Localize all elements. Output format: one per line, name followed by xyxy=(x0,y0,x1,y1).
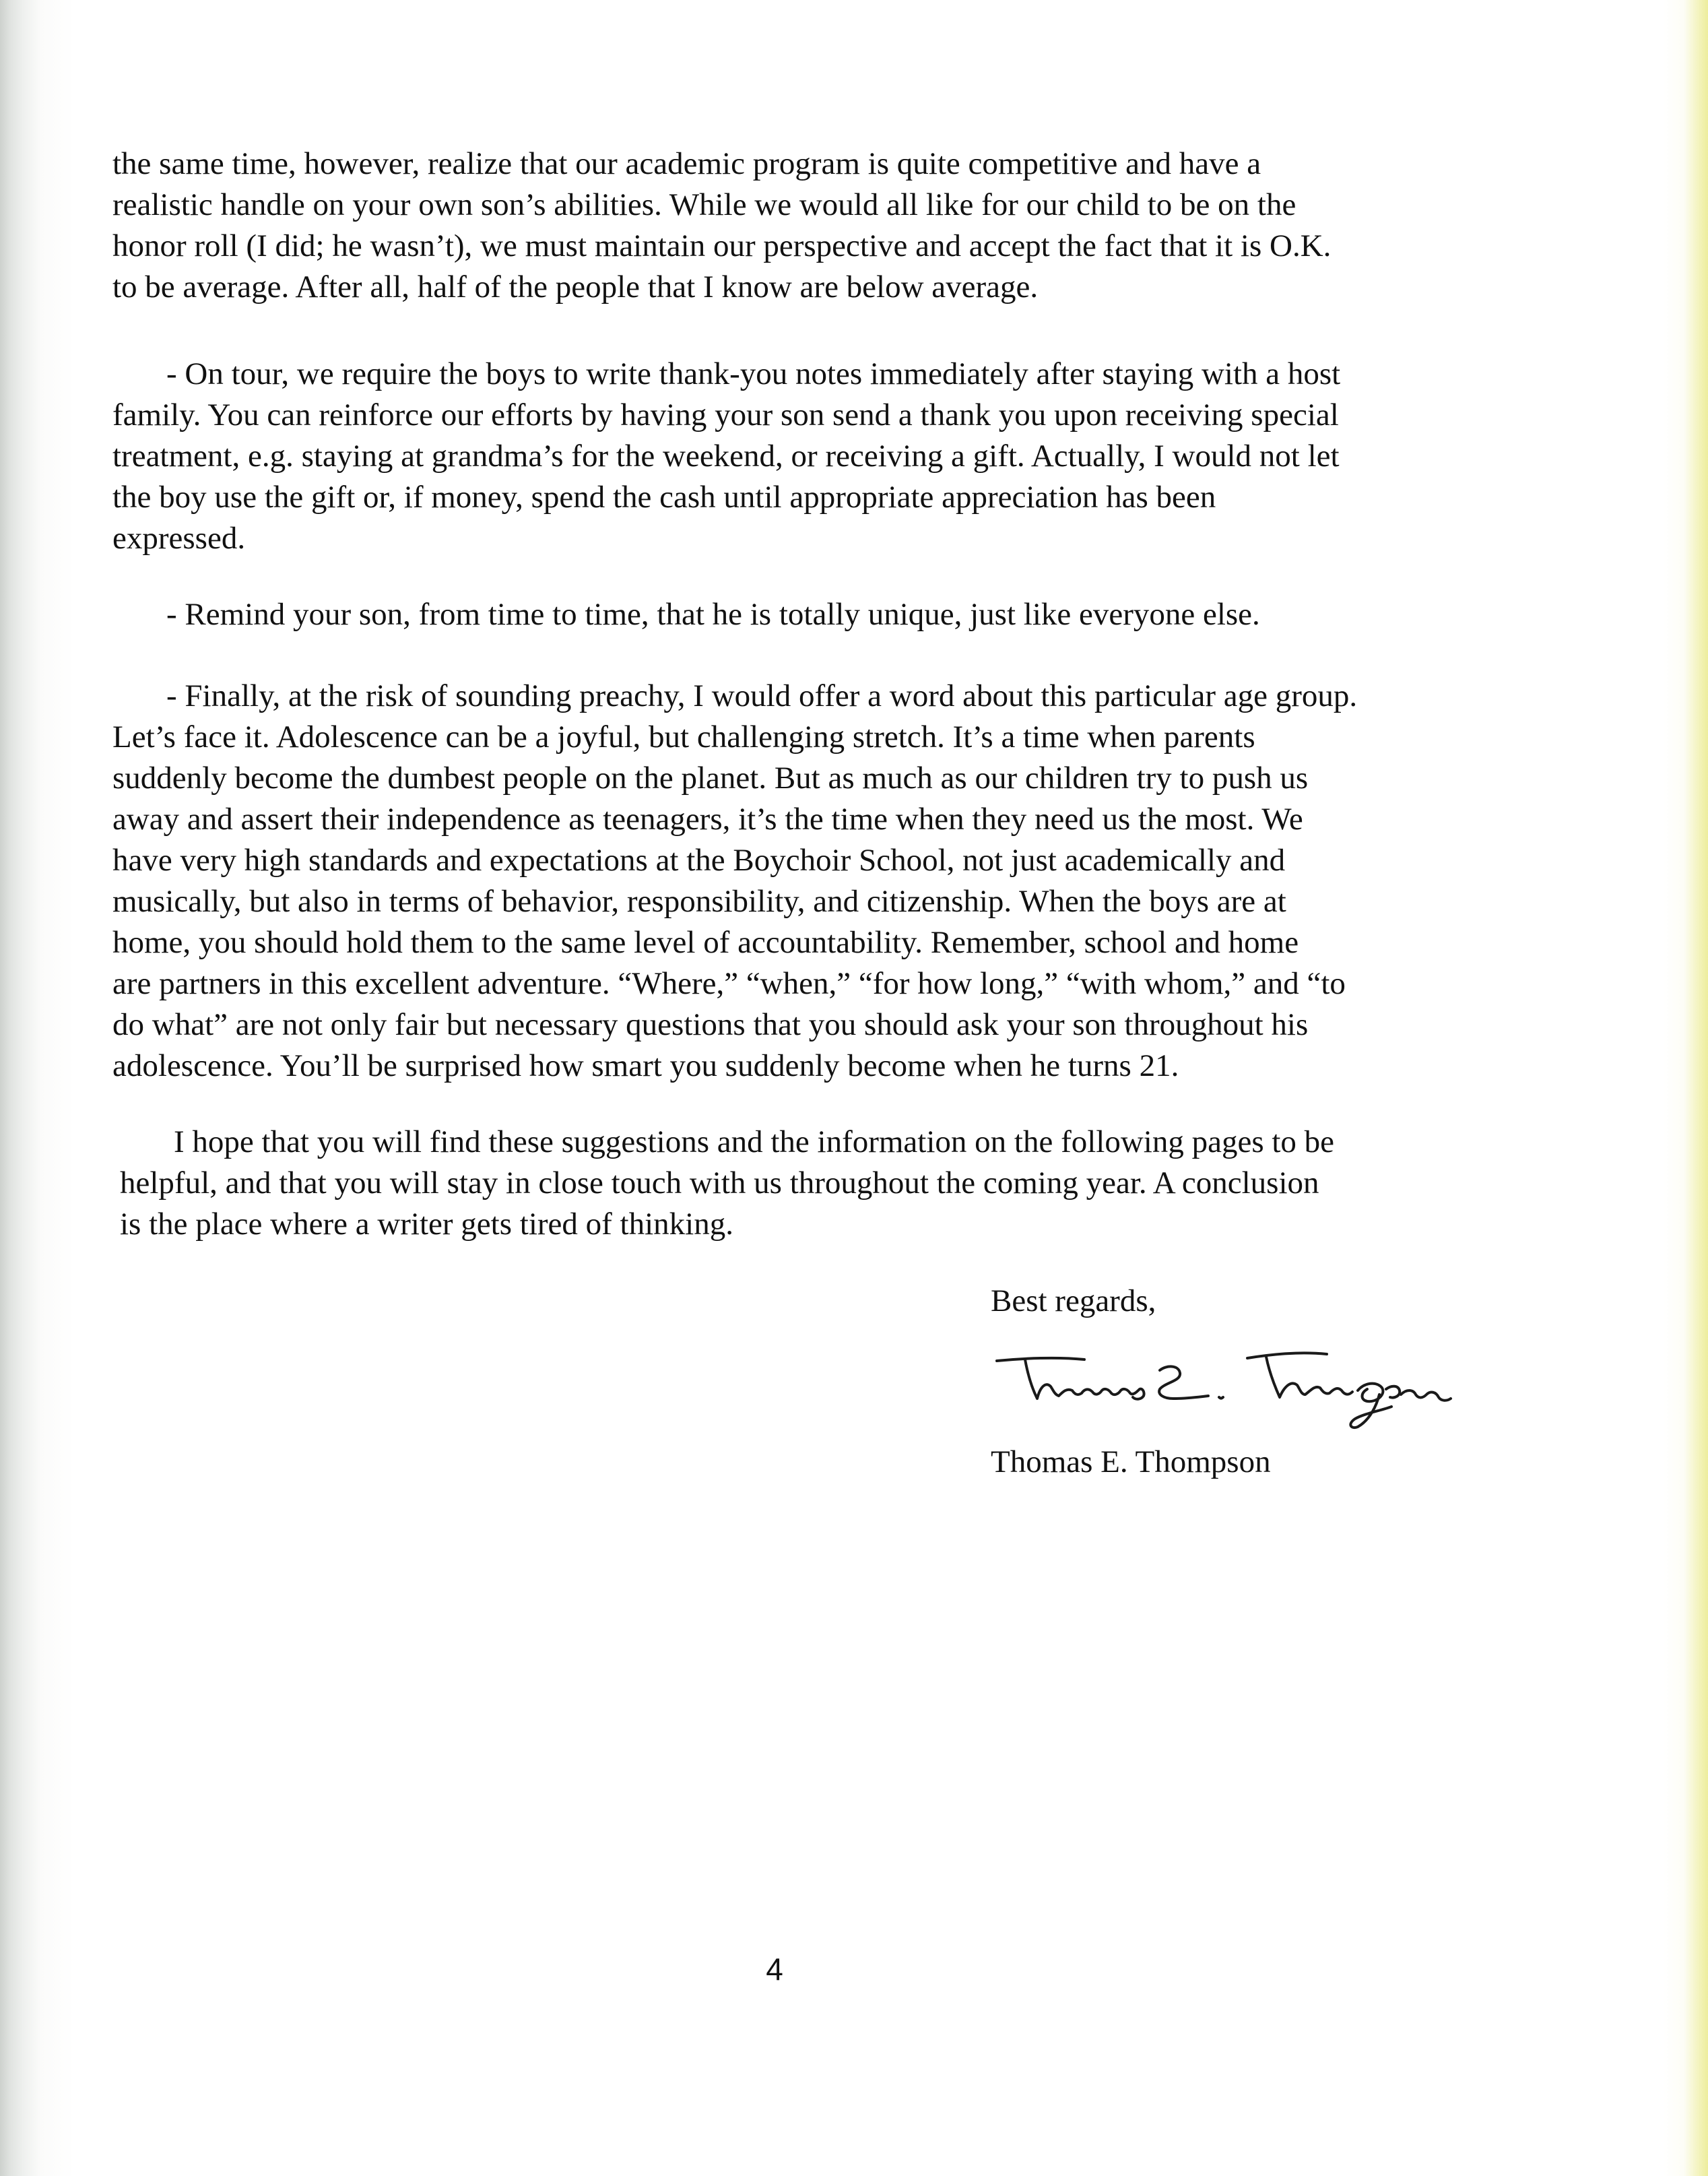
text-line: are partners in this excellent adventure. “Where,” “when,” “for how long,” “with whom,” and “to xyxy=(112,966,1346,1001)
paragraph-academic-perspective xyxy=(112,143,1331,308)
paragraph-thank-you-notes xyxy=(112,354,1340,559)
text-line: the same time, however, realize that our academic program is quite competitive and have a xyxy=(112,146,1261,181)
text-line: helpful, and that you will stay in close touch with us throughout the coming year. A conclusion xyxy=(120,1165,1319,1201)
text-line: I hope that you will find these suggestions and the information on the following pages to be xyxy=(174,1124,1335,1159)
handwritten-signature xyxy=(983,1341,1455,1442)
text-line: - Remind your son, from time to time, that he is totally unique, just like everyone else. xyxy=(166,597,1260,632)
text-line: do what” are not only fair but necessary questions that you should ask your son throughout his xyxy=(112,1007,1309,1042)
paragraph-adolescence xyxy=(112,676,1357,1087)
closing-salutation: Best regards, xyxy=(991,1283,1156,1318)
paragraph-conclusion xyxy=(120,1122,1334,1245)
text-line: realistic handle on your own son’s abilities. While we would all like for our child to be on the xyxy=(112,187,1296,222)
page-number: 4 xyxy=(766,1952,783,1987)
text-line: suddenly become the dumbest people on the planet. But as much as our children try to push us xyxy=(112,761,1309,796)
text-line: is the place where a writer gets tired of thinking. xyxy=(120,1207,733,1242)
text-line: expressed. xyxy=(112,521,246,556)
text-line: have very high standards and expectations at the Boychoir School, not just academically and xyxy=(112,843,1286,878)
text-line: musically, but also in terms of behavior, responsibility, and citizenship. When the boys are at xyxy=(112,884,1286,919)
text-line: treatment, e.g. staying at grandma’s for the weekend, or receiving a gift. Actually, I would not let xyxy=(112,439,1340,474)
text-line: away and assert their independence as teenagers, it’s the time when they need us the most. We xyxy=(112,802,1303,837)
text-line: Let’s face it. Adolescence can be a joyful, but challenging stretch. It’s a time when parents xyxy=(112,719,1255,755)
text-line: to be average. After all, half of the people that I know are below average. xyxy=(112,269,1039,305)
text-line: family. You can reinforce our efforts by having your son send a thank you upon receiving special xyxy=(112,397,1339,433)
text-line: home, you should hold them to the same level of accountability. Remember, school and home xyxy=(112,925,1299,960)
text-line: honor roll (I did; he wasn’t), we must maintain our perspective and accept the fact that it is O.K. xyxy=(112,228,1332,263)
text-line: - Finally, at the risk of sounding preachy, I would offer a word about this particular age group. xyxy=(166,678,1358,713)
paragraph-totally-unique xyxy=(112,594,1260,635)
text-line: the boy use the gift or, if money, spend the cash until appropriate appreciation has been xyxy=(112,480,1216,515)
text-line: adolescence. You’ll be surprised how smart you suddenly become when he turns 21. xyxy=(112,1048,1179,1083)
text-line: - On tour, we require the boys to write thank-you notes immediately after staying with a host xyxy=(166,356,1341,391)
signer-name: Thomas E. Thompson xyxy=(991,1444,1271,1479)
